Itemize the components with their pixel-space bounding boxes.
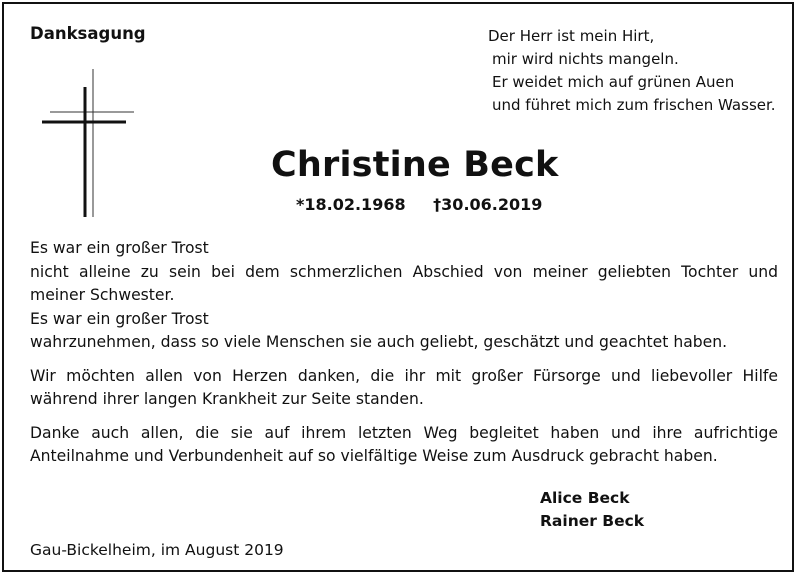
signer-name: Alice Beck: [540, 489, 630, 507]
signers: [540, 487, 644, 533]
text-line: während ihrer langen Krankheit zur Seite standen.: [30, 390, 424, 408]
cross-icon: [40, 67, 140, 222]
text-line: Es war ein großer Trost: [30, 309, 209, 328]
place-and-date: Gau-Bickelheim, im August 2019: [30, 541, 284, 559]
death-date: †30.06.2019: [433, 195, 543, 214]
psalm-quote: [488, 25, 776, 117]
text-line: nicht alleine zu sein bei dem schmerzlichen Abschied von meiner geliebten Tochter und: [30, 262, 778, 281]
text-line: Es war ein großer Trost: [30, 239, 209, 257]
heading: Danksagung: [30, 24, 146, 43]
text-line: Anteilnahme und Verbundenheit auf so vielfältige Weise zum Ausdruck gebracht haben.: [30, 447, 718, 465]
psalm-line: mir wird nichts mangeln.: [492, 50, 679, 68]
text-line: meiner Schwester.: [30, 286, 175, 304]
text-line: Wir möchten allen von Herzen danken, die ihr mit großer Fürsorge und liebevoller Hilfe: [30, 366, 778, 385]
thanks-text: [30, 237, 778, 469]
deceased-name: Christine Beck: [271, 145, 559, 185]
text-line: Danke auch allen, die sie auf ihrem letzten Weg begleitet haben und ihre aufrichtige: [30, 423, 778, 442]
obituary-card: [2, 2, 794, 572]
psalm-line: Der Herr ist mein Hirt,: [488, 27, 655, 45]
life-dates: [296, 195, 542, 214]
signer-name: Rainer Beck: [540, 512, 645, 530]
psalm-line: Er weidet mich auf grünen Auen: [492, 73, 735, 91]
text-line: wahrzunehmen, dass so viele Menschen sie auch geliebt, geschätzt und geachtet haben.: [30, 333, 728, 351]
birth-date: *18.02.1968: [296, 195, 406, 214]
psalm-line: und führet mich zum frischen Wasser.: [492, 96, 776, 114]
